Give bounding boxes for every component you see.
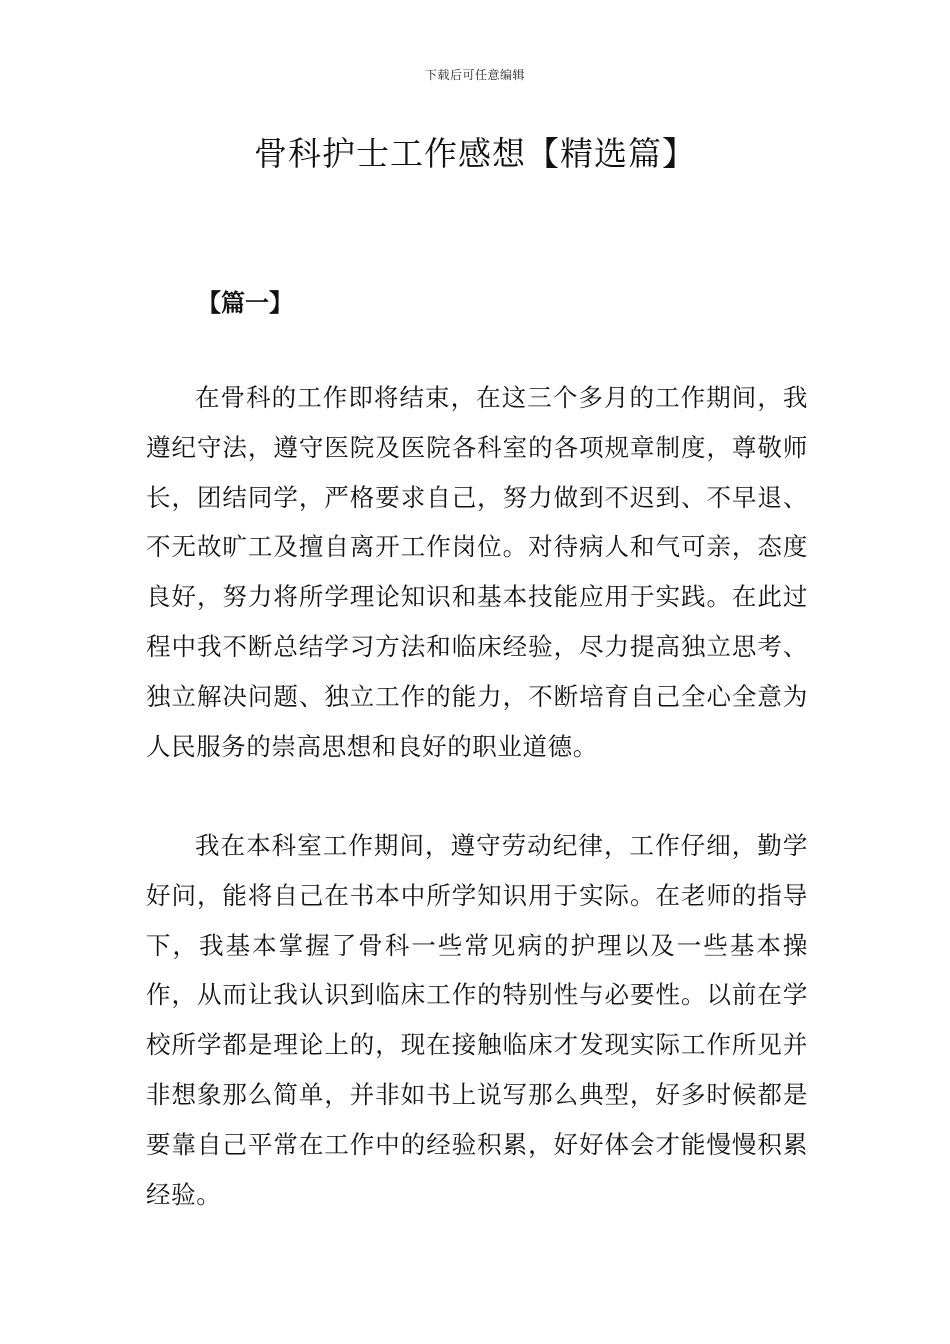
body-paragraph: 在骨科的工作即将结束，在这三个多月的工作期间，我遵纪守法，遵守医院及医院各科室的各项规章制度，尊敬师长，团结同学，严格要求自己，努力做到不迟到、不早退、不无故旷工及擅自离开工作岗位。对待病人和气可亲，态度良好，努力将所学理论知识和基本技能应用于实践。在此过程中我不断总结学习方法和临床经验，尽力提高独立思考、独立解决问题、独立工作的能力，不断培育自己全心全意为人民服务的崇高思想和良好的职业道德。	[146, 383, 808, 761]
header-note: 下载后可任意编辑	[424, 68, 525, 82]
section-heading: 【篇一】	[197, 289, 293, 317]
body-paragraph: 我在本科室工作期间，遵守劳动纪律，工作仔细，勤学好问，能将自己在书本中所学知识用于实际。在老师的指导下，我基本掌握了骨科一些常见病的护理以及一些基本操作，从而让我认识到临床工作的特别性与必要性。以前在学校所学都是理论上的，现在接触临床才发现实际工作所见并非想象那么简单，并非如书上说写那么典型，好多时候都是要靠自己平常在工作中的经验积累，好好体会才能慢慢积累经验。	[146, 831, 808, 1209]
document-title: 骨科护士工作感想【精选篇】	[254, 134, 696, 173]
